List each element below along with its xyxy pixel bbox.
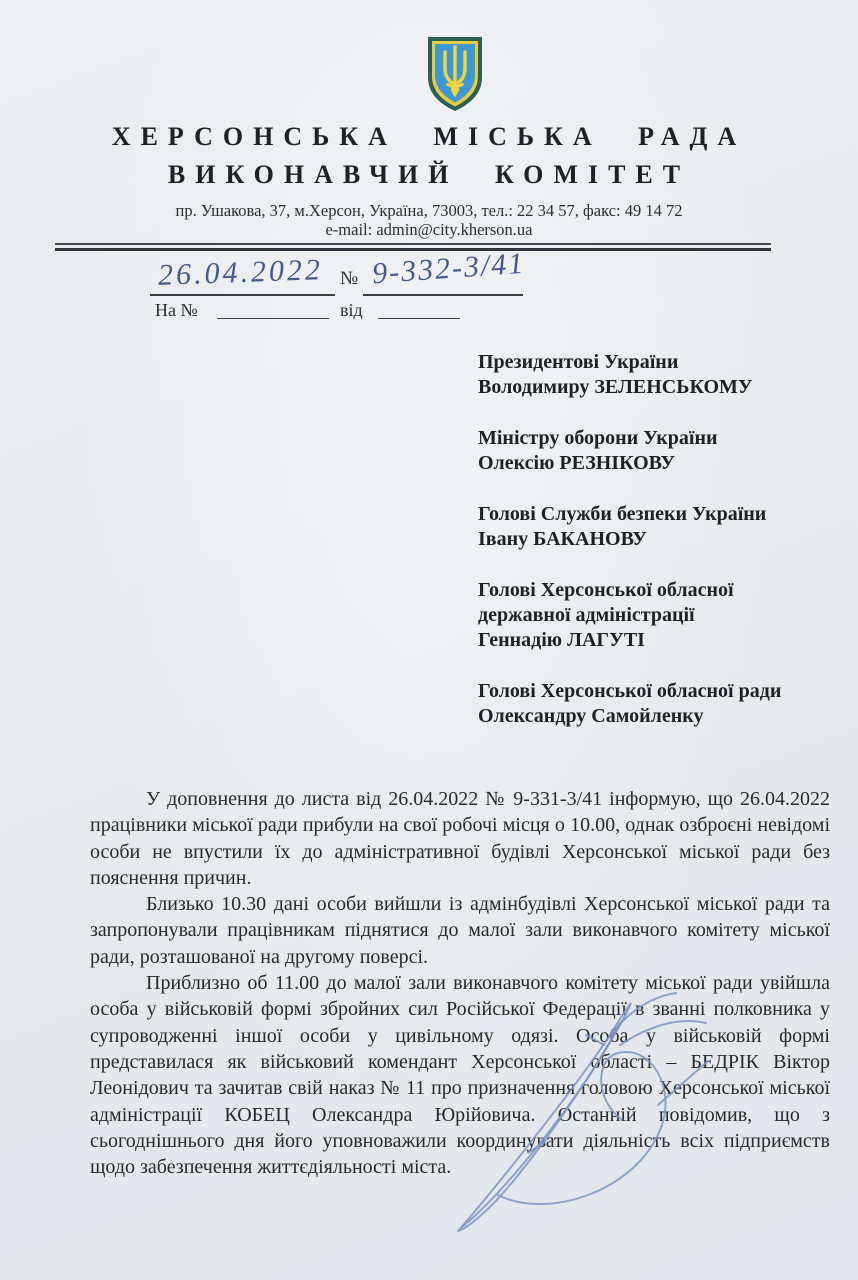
addressee-defense-minister <box>478 426 848 476</box>
addressee-oblast-council-head <box>478 679 848 729</box>
handwritten-date: 26.04.2022 <box>157 253 324 292</box>
body-paragraph-1: У доповнення до листа від 26.04.2022 № 9-331-3/41 інформую, що 26.04.2022 працівники міської ради прибули на свої робочі місця о 10.00, однак озброєні невідомі особи не впустили їх до адміністративної будівлі Херсонської міської ради без пояснення причин. <box>90 788 830 889</box>
handwritten-outgoing-number: 9-332-3/41 <box>371 246 527 291</box>
addressee-name: Олександру Самойленку <box>478 705 704 727</box>
reply-from-label: від <box>340 300 363 320</box>
addressee-name: Івану БАКАНОВУ <box>478 528 647 550</box>
number-underline <box>363 294 523 296</box>
org-address-line: пр. Ушакова, 37, м.Херсон, Україна, 73003, тел.: 22 34 57, факс: 49 14 72 <box>175 201 683 220</box>
ukraine-trident-emblem-icon <box>424 33 486 113</box>
addressee-name: Олексію РЕЗНІКОВУ <box>478 452 676 474</box>
addressee-name: Геннадію ЛАГУТІ <box>478 629 645 651</box>
addressee-president <box>478 350 848 400</box>
addressee-title: Президентові України <box>478 351 679 373</box>
reply-date-underline <box>378 318 460 319</box>
addressee-name: Володимиру ЗЕЛЕНСЬКОМУ <box>478 376 753 398</box>
date-underline <box>150 294 335 296</box>
addressee-oblast-administration-head <box>478 578 848 653</box>
addressee-title: Голові Херсонської обласної ради <box>478 680 782 702</box>
addressee-sbu-head <box>478 502 848 552</box>
org-title-line2: ВИКОНАВЧИЙ КОМІТЕТ <box>167 160 691 189</box>
org-title-line1: ХЕРСОНСЬКА МІСЬКА РАДА <box>111 122 747 151</box>
addressee-title: державної адміністрації <box>478 604 695 626</box>
reply-number-underline <box>217 318 329 319</box>
org-email-line: e-mail: admin@city.kherson.ua <box>325 220 533 239</box>
addressee-title: Голові Служби безпеки України <box>478 503 767 525</box>
body-paragraph-2: Близько 10.30 дані особи вийшли із адмінбудівлі Херсонської міської ради та запропонували працівникам піднятися до малої зали виконавчого комітету міської ради, розташованої на другому поверсі. <box>90 893 830 968</box>
addressee-title: Голові Херсонської обласної <box>478 579 734 601</box>
header-divider-rule <box>55 243 771 251</box>
letter-body <box>90 786 830 1180</box>
body-paragraph-3: Приблизно об 11.00 до малої зали виконавчого комітету міської ради увійшла особа у військовій формі збройних сил Російської Федерації в званні полковника у супроводженні іншої особи у цивільному одязі. Особа у військовій формі представилася як військовий комендант Херсонської області – БЕДРІК Віктор Леонідович та зачитав свій наказ № 11 про призначення головою Херсонської міської адміністрації КОБЕЦ Олександра Юрійовича. Останній повідомив, що з сьогоднішнього дня його уповноважили координувати діяльність всіх підприємств щодо забезпечення життєдіяльності міста. <box>90 972 830 1179</box>
addressee-list <box>478 350 848 755</box>
number-sign-label: № <box>340 268 359 289</box>
addressee-title: Міністру оборони України <box>478 427 718 449</box>
reply-to-label: На № <box>155 300 198 320</box>
